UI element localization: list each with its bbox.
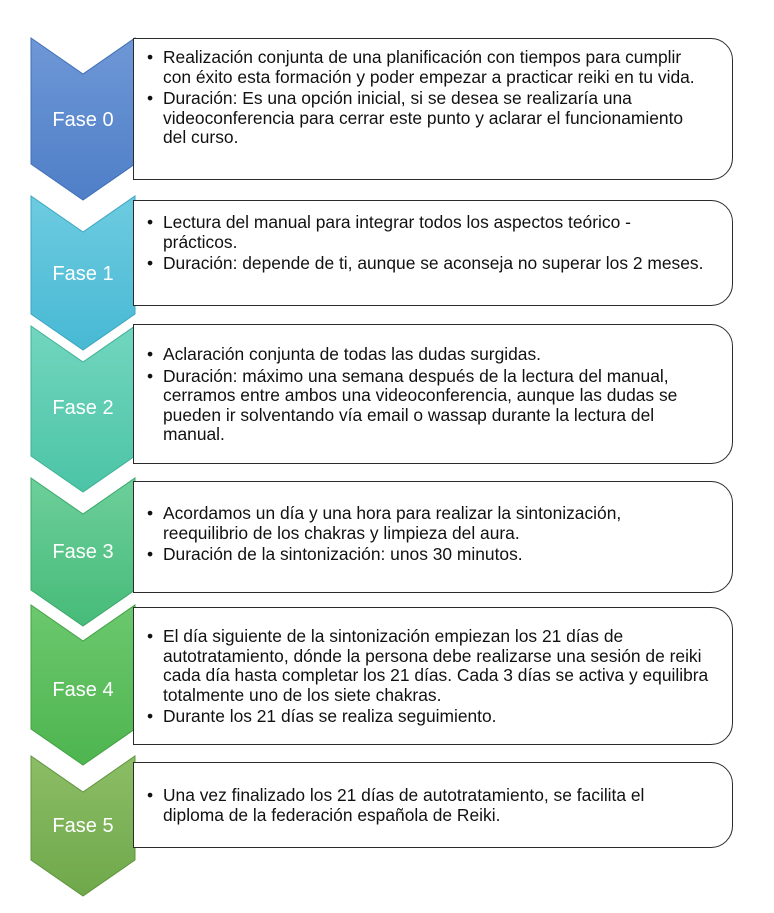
phase-4-description-box — [133, 607, 733, 745]
phase-0-description-box — [133, 38, 733, 180]
phase-1-bullet-1: • Lectura del manual para integrar todos los aspectos teórico - prácticos. — [147, 213, 710, 252]
phase-2-chevron — [31, 326, 135, 492]
phase-0-bullet-list — [147, 48, 710, 148]
phase-0-chevron — [31, 38, 135, 200]
phase-2-label: Fase 2 — [52, 397, 114, 419]
phase-3-label: Fase 3 — [52, 541, 114, 563]
phase-5-description-box — [133, 762, 733, 848]
phase-3-bullet-list — [147, 504, 710, 565]
phase-2-description-box — [133, 324, 733, 464]
phase-0-bullet-2: • Duración: Es una opción inicial, si se desea se realizaría una videoconferencia para cerrar este punto y aclarar el funcionamiento del curso. — [147, 89, 710, 148]
phase-3-bullet-1: • Acordamos un día y una hora para realizar la sintonización, reequilibrio de los chakras y limpieza del aura. — [147, 504, 710, 543]
phase-3-chevron — [31, 478, 135, 626]
phase-4-bullet-list — [147, 627, 710, 727]
phase-2-bullet-list — [147, 345, 710, 445]
phase-3-description-box — [133, 481, 733, 593]
phase-1-bullet-2: • Duración: depende de ti, aunque se aconseja no superar los 2 meses. — [147, 254, 710, 274]
phase-2-bullet-1: • Aclaración conjunta de todas las dudas surgidas. — [147, 345, 710, 365]
phase-1-bullet-list — [147, 213, 710, 274]
phase-5-bullet-1: • Una vez finalizado los 21 días de autotratamiento, se facilita el diploma de la federación española de Reiki. — [147, 786, 710, 825]
phase-1-label: Fase 1 — [52, 263, 114, 285]
phase-5-bullet-list — [147, 786, 710, 825]
phase-2-bullet-2: • Duración: máximo una semana después de la lectura del manual, cerramos entre ambos una videoconferencia, aunque las dudas se pueden ir solventando vía email o wassap durante la lectura del manual. — [147, 367, 710, 445]
phase-3-bullet-2: • Duración de la sintonización: unos 30 minutos. — [147, 545, 710, 565]
phase-0-bullet-1: • Realización conjunta de una planificación con tiempos para cumplir con éxito esta formación y poder empezar a practicar reiki en tu vida. — [147, 48, 710, 87]
phase-5-chevron — [31, 756, 135, 896]
phase-4-label: Fase 4 — [52, 679, 114, 701]
phase-4-bullet-1: • El día siguiente de la sintonización empiezan los 21 días de autotratamiento, dónde la persona debe realizarse una sesión de reiki cada día hasta completar los 21 días. Cada 3 días se activa y equilibra totalmente uno de los siete chakras. — [147, 627, 710, 705]
phase-1-description-box — [133, 200, 733, 306]
phase-4-chevron — [31, 605, 135, 765]
phase-0-label: Fase 0 — [52, 109, 114, 131]
phase-4-bullet-2: • Durante los 21 días se realiza seguimiento. — [147, 707, 710, 727]
phase-5-label: Fase 5 — [52, 815, 114, 837]
